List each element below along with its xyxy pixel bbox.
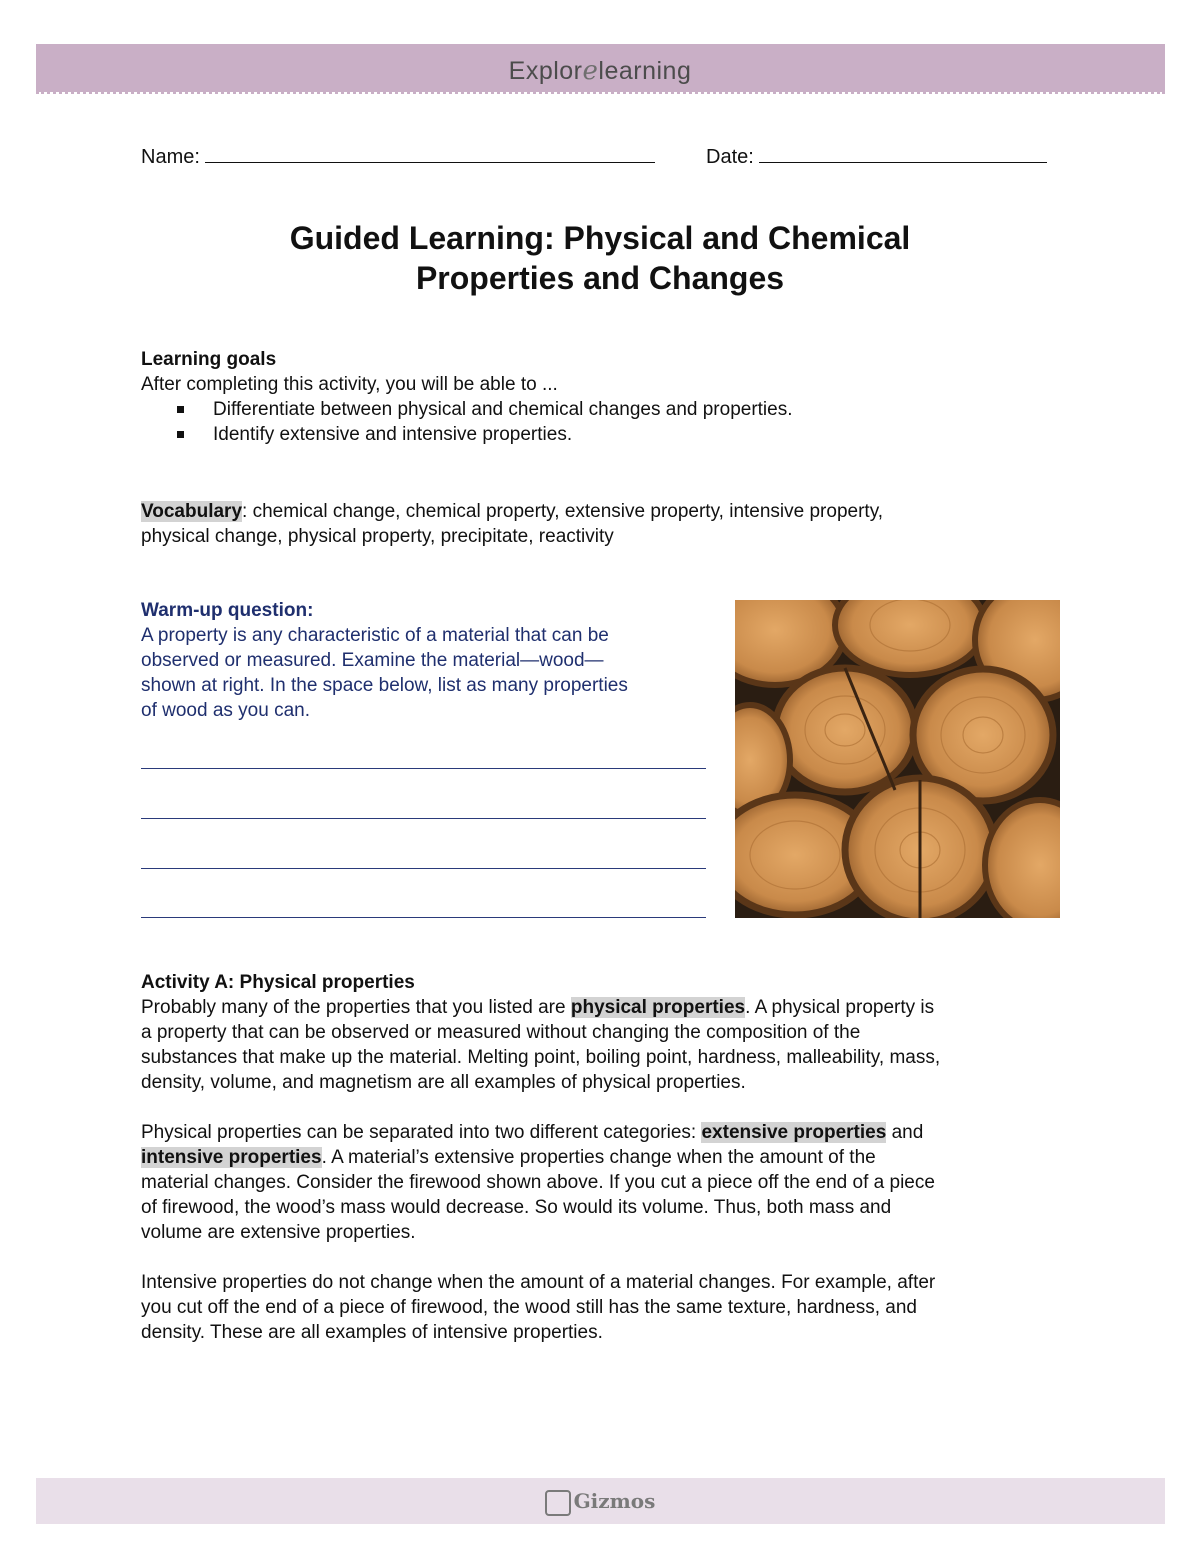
activity-a-section [141, 970, 1061, 1345]
learning-goals-list [141, 397, 1041, 447]
date-field [706, 142, 1047, 169]
gizmos-logo-icon [545, 1490, 571, 1516]
warmup-heading: Warm-up question: [141, 600, 314, 621]
learning-goals-section [141, 347, 1041, 447]
term-highlight: intensive properties [141, 1147, 322, 1168]
header-dotted-rule [36, 91, 1165, 94]
date-label: Date: [706, 146, 754, 168]
date-line[interactable] [759, 142, 1047, 163]
vocabulary-section: Vocabulary: chemical change, chemical property, extensive property, intensive property, physical change, physical property, precipitate, reactivity [141, 499, 1061, 549]
paragraph: Probably many of the properties that you listed are physical properties. A physical property is a property that can be observed or measured without changing the composition of the substances that make up the material. Melting point, boiling point, hardness, malleability, mass, density, volume, and magnetism are all examples of physical properties. [141, 997, 941, 1093]
learning-goals-heading: Learning goals [141, 349, 277, 370]
gizmos-logo: Gizmos [0, 1489, 1200, 1516]
vocabulary-terms: chemical change, chemical property, extensive property, intensive property, [247, 501, 884, 522]
activity-a-heading: Activity A: Physical properties [141, 972, 415, 993]
answer-line[interactable] [141, 768, 706, 769]
answer-line[interactable] [141, 818, 706, 819]
answer-line[interactable] [141, 917, 706, 918]
name-label: Name: [141, 146, 200, 168]
name-line[interactable] [205, 142, 655, 163]
term-highlight: physical properties [570, 997, 746, 1018]
warmup-section: Warm-up question: A property is any characteristic of a material that can be observed or measured. Examine the material—wood— shown at right. In the space below, list as many properties of wood as you can. [141, 598, 721, 723]
answer-line[interactable] [141, 868, 706, 869]
paragraph: Intensive properties do not change when the amount of a material changes. For example, after you cut off the end of a piece of firewood, the wood still has the same texture, hardness, and density. These are all examples of intensive properties. [141, 1272, 936, 1343]
goal-item: Identify extensive and intensive properties. [213, 422, 1041, 447]
firewood-stack-image [735, 600, 1060, 918]
goal-item: Differentiate between physical and chemical changes and properties. [213, 397, 1041, 422]
page-title: Guided Learning: Physical and Chemical Properties and Changes [289, 220, 911, 296]
vocabulary-terms-cont: physical change, physical property, precipitate, reactivity [141, 526, 614, 547]
vocabulary-label: Vocabulary [141, 501, 243, 522]
learning-goals-intro: After completing this activity, you will be able to ... [141, 374, 558, 395]
explorelearning-logo: Explorelearning [508, 56, 692, 86]
term-highlight: extensive properties [701, 1122, 887, 1143]
firewood-drawing [735, 600, 1060, 918]
name-field [141, 142, 655, 169]
paragraph: Physical properties can be separated into two different categories: extensive properties and intensive properties. A material’s extensive properties change when the amount of the material changes. Consider the firewood shown above. If you cut a piece off the end of a piece of firewood, the wood’s mass would decrease. So would its volume. Thus, both mass and volume are extensive properties. [141, 1122, 935, 1243]
